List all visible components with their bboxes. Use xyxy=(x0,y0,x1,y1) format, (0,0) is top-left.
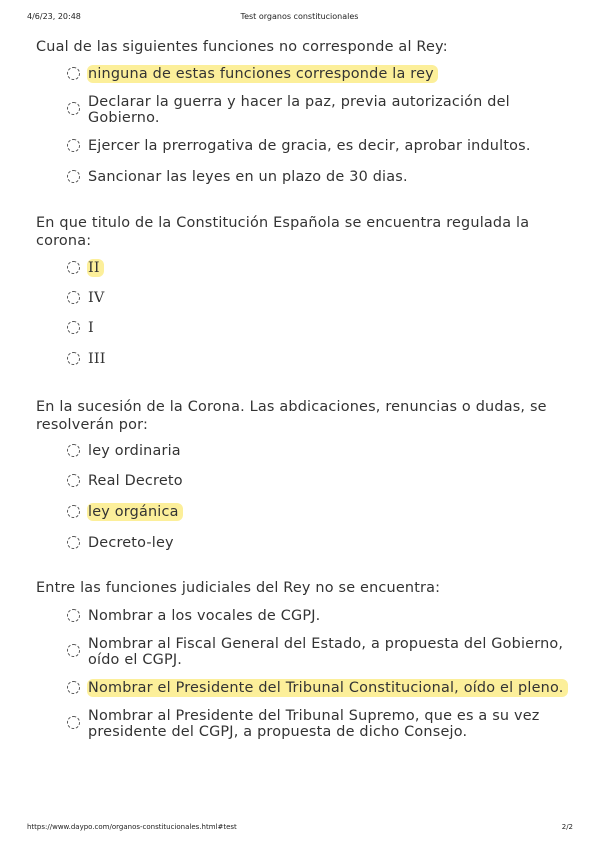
option-4c[interactable] xyxy=(36,680,578,696)
option-label: II xyxy=(87,259,104,277)
question-1 xyxy=(36,38,556,185)
page-number: 2/2 xyxy=(561,823,573,831)
option-label: I xyxy=(88,320,94,336)
question-text: Entre las funciones judiciales del Rey no se encuentra: xyxy=(36,580,441,596)
radio-icon[interactable] xyxy=(67,505,80,518)
radio-icon[interactable] xyxy=(67,644,80,657)
option-4b[interactable] xyxy=(36,636,568,668)
radio-icon[interactable] xyxy=(67,681,80,694)
option-4d[interactable] xyxy=(36,708,568,740)
option-label: IV xyxy=(88,290,105,306)
option-2d[interactable] xyxy=(36,351,558,367)
radio-icon[interactable] xyxy=(67,444,80,457)
option-1b[interactable] xyxy=(36,94,558,126)
page-title: Test organos constitucionales xyxy=(240,12,359,21)
option-label: ninguna de estas funciones corresponde la rey xyxy=(87,65,438,83)
radio-icon[interactable] xyxy=(67,170,80,183)
option-1c[interactable] xyxy=(36,138,568,154)
option-3b[interactable] xyxy=(36,473,558,489)
radio-icon[interactable] xyxy=(67,716,80,729)
radio-icon[interactable] xyxy=(67,352,80,365)
option-3d[interactable] xyxy=(36,535,558,551)
option-2c[interactable] xyxy=(36,320,558,336)
print-datetime: 4/6/23, 20:48 xyxy=(27,12,81,21)
question-4 xyxy=(36,579,564,740)
radio-icon[interactable] xyxy=(67,536,80,549)
radio-icon[interactable] xyxy=(67,609,80,622)
option-label: Sancionar las leyes en un plazo de 30 dias. xyxy=(88,169,408,185)
option-label: Declarar la guerra y hacer la paz, previa autorización del Gobierno. xyxy=(88,94,510,126)
question-text: Cual de las siguientes funciones no corresponde al Rey: xyxy=(36,39,448,55)
radio-icon[interactable] xyxy=(67,139,80,152)
option-label: Nombrar al Fiscal General del Estado, a propuesta del Gobierno, oído el CGPJ. xyxy=(88,636,564,668)
option-label: III xyxy=(88,351,106,367)
option-4a[interactable] xyxy=(36,608,568,624)
option-label: Nombrar el Presidente del Tribunal Constitucional, oído el pleno. xyxy=(87,679,568,697)
option-2b[interactable] xyxy=(36,290,558,306)
option-3a[interactable] xyxy=(36,443,558,459)
option-label: Nombrar a los vocales de CGPJ. xyxy=(88,608,321,624)
radio-icon[interactable] xyxy=(67,474,80,487)
option-label: Ejercer la prerrogativa de gracia, es decir, aprobar indultos. xyxy=(88,138,531,154)
radio-icon[interactable] xyxy=(67,67,80,80)
question-text: En la sucesión de la Corona. Las abdicaciones, renuncias o dudas, se resolverán por: xyxy=(36,399,547,433)
option-3c[interactable] xyxy=(36,504,558,520)
option-label: Decreto-ley xyxy=(88,535,174,551)
option-1a[interactable] xyxy=(36,66,558,82)
question-text: En que titulo de la Constitución Española se encuentra regulada la corona: xyxy=(36,215,530,249)
option-label: ley ordinaria xyxy=(88,443,181,459)
option-2a[interactable] xyxy=(36,260,558,276)
radio-icon[interactable] xyxy=(67,321,80,334)
radio-icon[interactable] xyxy=(67,291,80,304)
question-2 xyxy=(36,214,556,367)
page-url: https://www.daypo.com/organos-constitucionales.html#test xyxy=(27,823,237,831)
option-1d[interactable] xyxy=(36,169,568,185)
option-label: Nombrar al Presidente del Tribunal Supremo, que es a su vez presidente del CGPJ, a propuesta de dicho Consejo. xyxy=(88,708,540,740)
option-label: ley orgánica xyxy=(87,503,183,521)
radio-icon[interactable] xyxy=(67,102,80,115)
option-label: Real Decreto xyxy=(88,473,183,489)
question-3 xyxy=(36,398,556,551)
radio-icon[interactable] xyxy=(67,261,80,274)
